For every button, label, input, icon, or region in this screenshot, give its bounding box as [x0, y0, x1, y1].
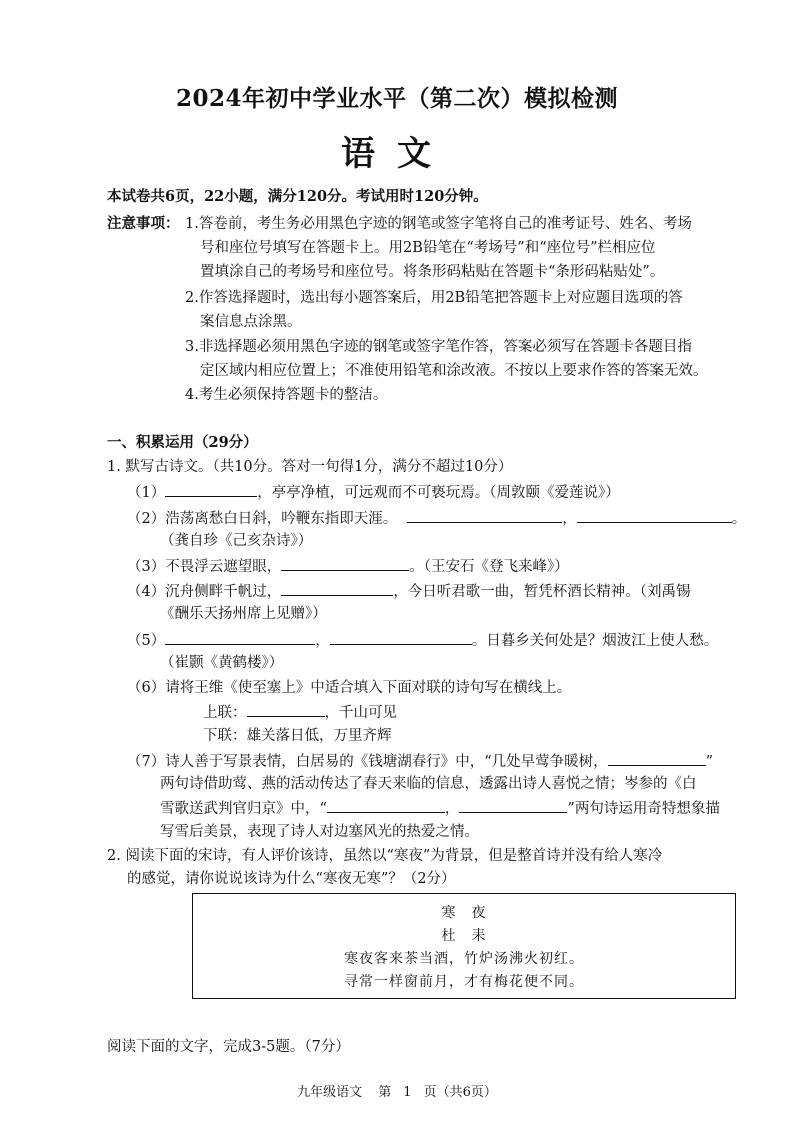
footer-page-suffix: 页（共6页）: [423, 1085, 497, 1100]
note-line: 号和座位号填写在答题卡上。用2B铅笔在“考场号”和“座位号”栏相应位: [200, 240, 656, 256]
footer-page-prefix: 第: [378, 1085, 392, 1100]
question-1-item-2-source: （龚自珍《己亥杂诗》）: [160, 533, 313, 549]
couplet-upper: 上联： ，千山可见: [203, 702, 397, 723]
question-2-stem: 的感觉，请你说说该诗为什么“寒夜无寒”？（2分）: [127, 871, 456, 887]
question-1-item-1: （1） ，亭亭净植，可远观而不可亵玩焉。（周敦颐《爱莲说》）: [127, 482, 620, 503]
question-1-item-7-line: 雪歌送武判官归京》中，“ ， ”两句诗运用奇特想象描: [160, 798, 720, 819]
poem-line: 寻常一样窗前月，才有梅花便不同。: [344, 974, 584, 990]
answer-blank[interactable]: [247, 702, 325, 717]
footer-subject: 九年级语文: [297, 1085, 363, 1100]
note-line: 定区域内相应位置上；不准使用铅笔和涂改液。不按以上要求作答的答案无效。: [200, 363, 708, 379]
answer-blank[interactable]: [608, 751, 706, 766]
question-1-item-6: （6）请将王维《使至塞上》中适合填入下面对联的诗句写在横线上。: [127, 680, 572, 696]
note-line: 1.答卷前，考生务必用黑色字迹的钢笔或签字笔将自己的准考证号、姓名、考场: [185, 216, 692, 232]
page-footer: [0, 1081, 794, 1100]
exam-title: 2024年初中学业水平（第二次）模拟检测: [175, 85, 618, 112]
section-heading: 一、积累运用（29分）: [107, 434, 258, 451]
answer-blank[interactable]: [330, 630, 472, 645]
question-1-item-3: （3）不畏浮云遮望眼， 。（王安石《登飞来峰》）: [127, 556, 569, 577]
question-1-item-5: （5） ， 。日暮乡关何处是？烟波江上使人愁。: [127, 630, 718, 651]
question-2-stem: 2. 阅读下面的宋诗，有人评价该诗，虽然以“寒夜”为背景，但是整首诗并没有给人寒冷: [107, 848, 663, 864]
couplet-lower: 下联：雄关落日低，万里齐辉: [203, 728, 392, 744]
answer-blank[interactable]: [281, 556, 409, 571]
question-1-item-7: （7）诗人善于写景表情，白居易的《钱塘湖春行》中，“几处早莺争暖树， ”: [127, 751, 713, 772]
subject-title: 语文: [341, 134, 453, 174]
question-1-item-7-line: 两句诗借助莺、燕的活动传达了春天来临的信息，透露出诗人喜悦之情；岑参的《白: [160, 776, 697, 792]
poem-box: [192, 893, 736, 999]
answer-blank[interactable]: [327, 798, 445, 813]
question-1-item-2: （2）浩荡离愁白日斜，吟鞭东指即天涯。 ， 。: [127, 508, 746, 529]
note-line: 3.非选择题必须用黑色字迹的钢笔或签字笔作答，答案必须写在答题卡各题目指: [185, 339, 692, 355]
poem-title: 寒 夜: [441, 905, 487, 921]
notes-label: 注意事项：: [107, 215, 180, 232]
question-1-item-5-source: （崔颢《黄鹤楼》）: [160, 655, 284, 671]
poem-author: 杜 耒: [441, 928, 487, 944]
answer-blank[interactable]: [577, 508, 732, 523]
question-1-item-7-line: 写雪后美景，表现了诗人对边塞风光的热爱之情。: [160, 824, 479, 840]
answer-blank[interactable]: [459, 798, 567, 813]
poem-line: 寒夜客来茶当酒，竹炉汤沸火初红。: [344, 951, 584, 967]
question-1-item-4: （4）沉舟侧畔千帆过， ，今日听君歌一曲，暂凭杯酒长精神。（刘禹锡: [127, 581, 690, 602]
question-1-item-4-source: 《酬乐天扬州席上见赠》）: [160, 606, 327, 622]
note-line: 案信息点涂黑。: [200, 314, 302, 330]
answer-blank[interactable]: [281, 581, 393, 596]
question-1-stem: 1. 默写古诗文。（共10分。答对一句得1分，满分不超过10分）: [107, 459, 513, 475]
exam-summary: 本试卷共6页，22小题，满分120分。考试用时120分钟。: [107, 188, 488, 205]
note-line: 2.作答选择题时，选出每小题答案后，用2B铅笔把答题卡上对应题目选项的答: [185, 290, 683, 306]
answer-blank[interactable]: [165, 630, 315, 645]
note-line: 4.考生必须保持答题卡的整洁。: [185, 387, 388, 403]
answer-blank[interactable]: [165, 482, 257, 497]
reading-prompt: 阅读下面的文字，完成3-5题。（7分）: [107, 1039, 350, 1055]
footer-page-number: 1: [403, 1085, 412, 1100]
answer-blank[interactable]: [407, 508, 562, 523]
note-line: 置填涂自己的考场号和座位号。将条形码粘贴在答题卡“条形码粘贴处”。: [200, 264, 665, 280]
